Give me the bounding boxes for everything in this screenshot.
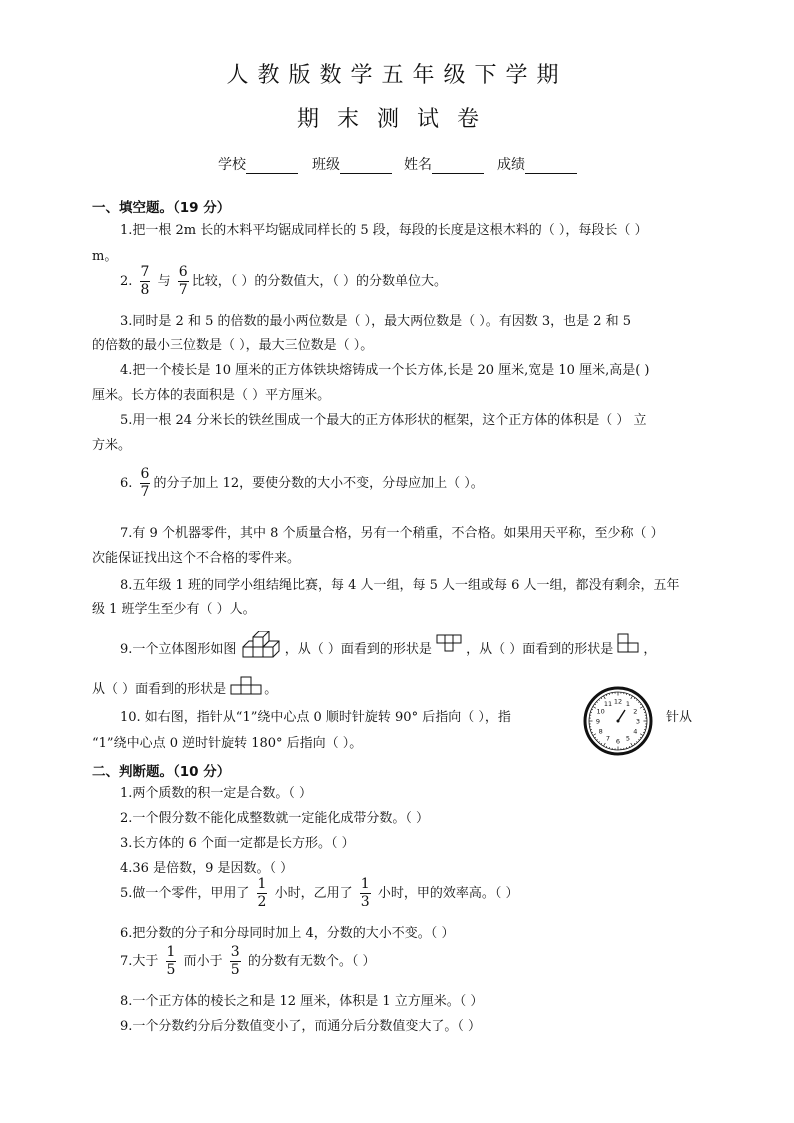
judge-4: 4.36 是倍数，9 是因数。（ ）	[120, 861, 294, 876]
clock-number: 11	[603, 699, 613, 708]
question-8-line1: 8.五年级 1 班的同学小组结绳比赛，每 4 人一组，每 5 人一组或每 6 人一组，都没有剩余，五年	[120, 578, 680, 593]
question-2-mid: 与	[157, 274, 171, 289]
question-8-line2: 级 1 班学生至少有（ ）人。	[92, 602, 256, 617]
question-1-line2: m。	[92, 249, 118, 264]
question-7-line1: 7.有 9 个机器零件，其中 8 个质量合格，另有一个稍重，不合格。如果用天平称，至少称（ ）	[120, 526, 664, 541]
school-label: 学校	[218, 157, 246, 173]
judge-5-text-a: 5.做一个零件，甲用了	[120, 886, 250, 901]
question-5-line2: 方米。	[92, 438, 132, 453]
numerator: 7	[140, 264, 150, 280]
judge-5	[120, 876, 518, 911]
clock-tick	[636, 699, 637, 700]
denominator: 2	[257, 894, 267, 910]
question-10-line1: 10. 如右图，指针从“1”绕中心点 0 顺时针旋转 90° 后指向（ ），指	[120, 710, 511, 725]
clock-tick	[636, 741, 637, 742]
fraction-6-7	[140, 466, 151, 501]
clock-number: 10	[596, 707, 605, 716]
clock-tick	[634, 743, 635, 744]
section2-heading: 二、判断题。（10 分）	[92, 764, 231, 780]
question-3-line2: 的倍数的最小三位数是（ ），最大三位数是（ ）。	[92, 338, 374, 353]
clock-number: 2	[633, 707, 638, 716]
question-6-prefix: 6.	[120, 476, 133, 491]
school-blank	[246, 159, 298, 174]
question-9-text-f: 。	[264, 682, 278, 697]
question-9-text-d: ，	[643, 642, 657, 657]
clock-tick	[601, 698, 602, 699]
clock-tick	[593, 707, 596, 709]
clock-tick	[634, 698, 635, 699]
judge-5-text-c: 小时，甲的效率高。（ ）	[377, 886, 519, 901]
name-field	[404, 154, 484, 174]
clock-tick	[638, 702, 639, 703]
question-10-line2: “1”绕中心点 0 逆时针旋转 180° 后指向（ ）。	[92, 736, 363, 751]
numerator: 1	[166, 944, 176, 960]
denominator: 7	[140, 484, 150, 500]
clock-tick	[640, 704, 641, 705]
judge-7-text-c: 的分数有无数个。（ ）	[247, 954, 376, 969]
view-shape-2-icon	[617, 633, 643, 655]
school-field	[218, 154, 298, 174]
question-2-text: 比较，（ ）的分数值大，（ ）的分数单位大。	[191, 274, 447, 289]
clock-tick	[595, 704, 596, 705]
fraction-6-7	[178, 264, 189, 299]
clock-tick	[604, 696, 606, 699]
numerator: 1	[360, 876, 370, 892]
page-subtitle: 期末测试卷	[296, 107, 497, 132]
question-9-text-a: 9.一个立体图形如图	[120, 642, 237, 657]
clock-number: 3	[635, 717, 641, 726]
judge-7-text-a: 7.大于	[120, 954, 159, 969]
page-title: 人教版数学五年级下学期	[226, 63, 568, 88]
numerator: 1	[257, 876, 267, 892]
judge-7	[120, 944, 375, 979]
denominator: 5	[230, 962, 240, 978]
clock-number: 12	[613, 697, 623, 706]
judge-2: 2.一个假分数不能化成整数就一定能化成带分数。（ ）	[120, 811, 430, 826]
section1-heading: 一、填空题。（19 分）	[92, 200, 231, 216]
score-field	[497, 154, 577, 174]
question-9-text-c: ，从（ ）面看到的形状是	[466, 642, 614, 657]
judge-7-text-b: 而小于	[183, 954, 223, 969]
clock-tick	[596, 739, 597, 740]
fraction-7-8	[140, 264, 151, 299]
question-7-line2: 次能保证找出这个不合格的零件来。	[92, 551, 301, 566]
view-shape-3-icon	[230, 676, 264, 696]
denominator: 5	[166, 962, 176, 978]
class-field	[312, 154, 392, 174]
question-5-line1: 5.用一根 24 分米长的铁丝围成一个最大的正方体形状的框架，这个正方体的体积是（ ） 立	[120, 413, 647, 428]
clock-number: 9	[595, 717, 601, 726]
question-4-line2: 厘米。长方体的表面积是（ ）平方厘米。	[92, 388, 331, 403]
judge-8: 8.一个正方体的棱长之和是 12 厘米，体积是 1 立方厘米。（ ）	[120, 994, 484, 1009]
question-6-text: 的分子加上 12，要使分数的大小不变，分母应加上（ ）。	[153, 476, 484, 491]
fraction-3-5	[230, 944, 241, 979]
numerator: 3	[230, 944, 240, 960]
judge-6: 6.把分数的分子和分母同时加上 4，分数的大小不变。（ ）	[120, 926, 455, 941]
clock-tick	[631, 743, 633, 746]
clock-number: 8	[598, 727, 603, 736]
question-9-line1	[120, 638, 656, 661]
question-4-line1: 4.把一个棱长是 10 厘米的正方体铁块熔铸成一个长方体,长是 20 厘米,宽是 10 厘米,高是( )	[120, 363, 650, 378]
fraction-1-5	[166, 944, 177, 979]
clock-number: 1	[625, 699, 631, 708]
numerator: 6	[178, 264, 188, 280]
clock-tick	[640, 737, 641, 738]
class-label: 班级	[312, 157, 340, 173]
question-6	[120, 466, 484, 501]
class-blank	[340, 159, 392, 174]
denominator: 8	[140, 282, 150, 298]
clock-tick	[640, 734, 643, 736]
name-label: 姓名	[404, 157, 432, 173]
question-1-line1: 1.把一根 2m 长的木料平均锯成同样长的 5 段，每段的长度是这根木料的（ ），每段长（ ）	[120, 223, 648, 238]
fraction-1-3	[360, 876, 371, 911]
clock-number: 6	[615, 737, 621, 746]
judge-3: 3.长方体的 6 个面一定都是长方形。（ ）	[120, 836, 355, 851]
numerator: 6	[140, 466, 150, 482]
judge-9: 9.一个分数约分后分数值变小了，而通分后分数值变大了。（ ）	[120, 1019, 482, 1034]
question-10-line1b: 针从	[666, 710, 693, 725]
question-9-text-e: 从（ ）面看到的形状是	[92, 682, 227, 697]
fraction-1-2	[257, 876, 268, 911]
score-blank	[525, 159, 577, 174]
clock-tick	[640, 707, 643, 709]
question-2	[120, 264, 447, 299]
name-blank	[432, 159, 484, 174]
score-label: 成绩	[497, 157, 525, 173]
judge-1: 1.两个质数的积一定是合数。（ ）	[120, 786, 313, 801]
clock-tick	[593, 734, 596, 736]
denominator: 7	[178, 282, 188, 298]
clock-tick	[599, 741, 600, 742]
clock-tick	[604, 743, 606, 746]
clock-tick	[599, 699, 600, 700]
clock-number: 7	[605, 734, 611, 743]
solid-figure-icon	[241, 631, 281, 661]
clock-tick	[601, 743, 602, 744]
clock-number: 5	[625, 734, 631, 743]
question-2-prefix: 2.	[120, 274, 133, 289]
judge-5-text-b: 小时，乙用了	[274, 886, 353, 901]
clock-tick	[638, 739, 639, 740]
question-9-text-b: ，从（ ）面看到的形状是	[284, 642, 432, 657]
clock-tick	[631, 696, 633, 699]
denominator: 3	[360, 894, 370, 910]
clock-icon	[583, 686, 653, 756]
question-9-line2	[92, 678, 277, 697]
view-shape-1-icon	[436, 634, 462, 656]
clock-tick	[596, 702, 597, 703]
question-3-line1: 3.同时是 2 和 5 的倍数的最小两位数是（ ），最大两位数是（ ）。有因数 3，也是 2 和 5	[120, 314, 632, 329]
clock-tick	[595, 737, 596, 738]
clock-number: 4	[633, 727, 638, 736]
